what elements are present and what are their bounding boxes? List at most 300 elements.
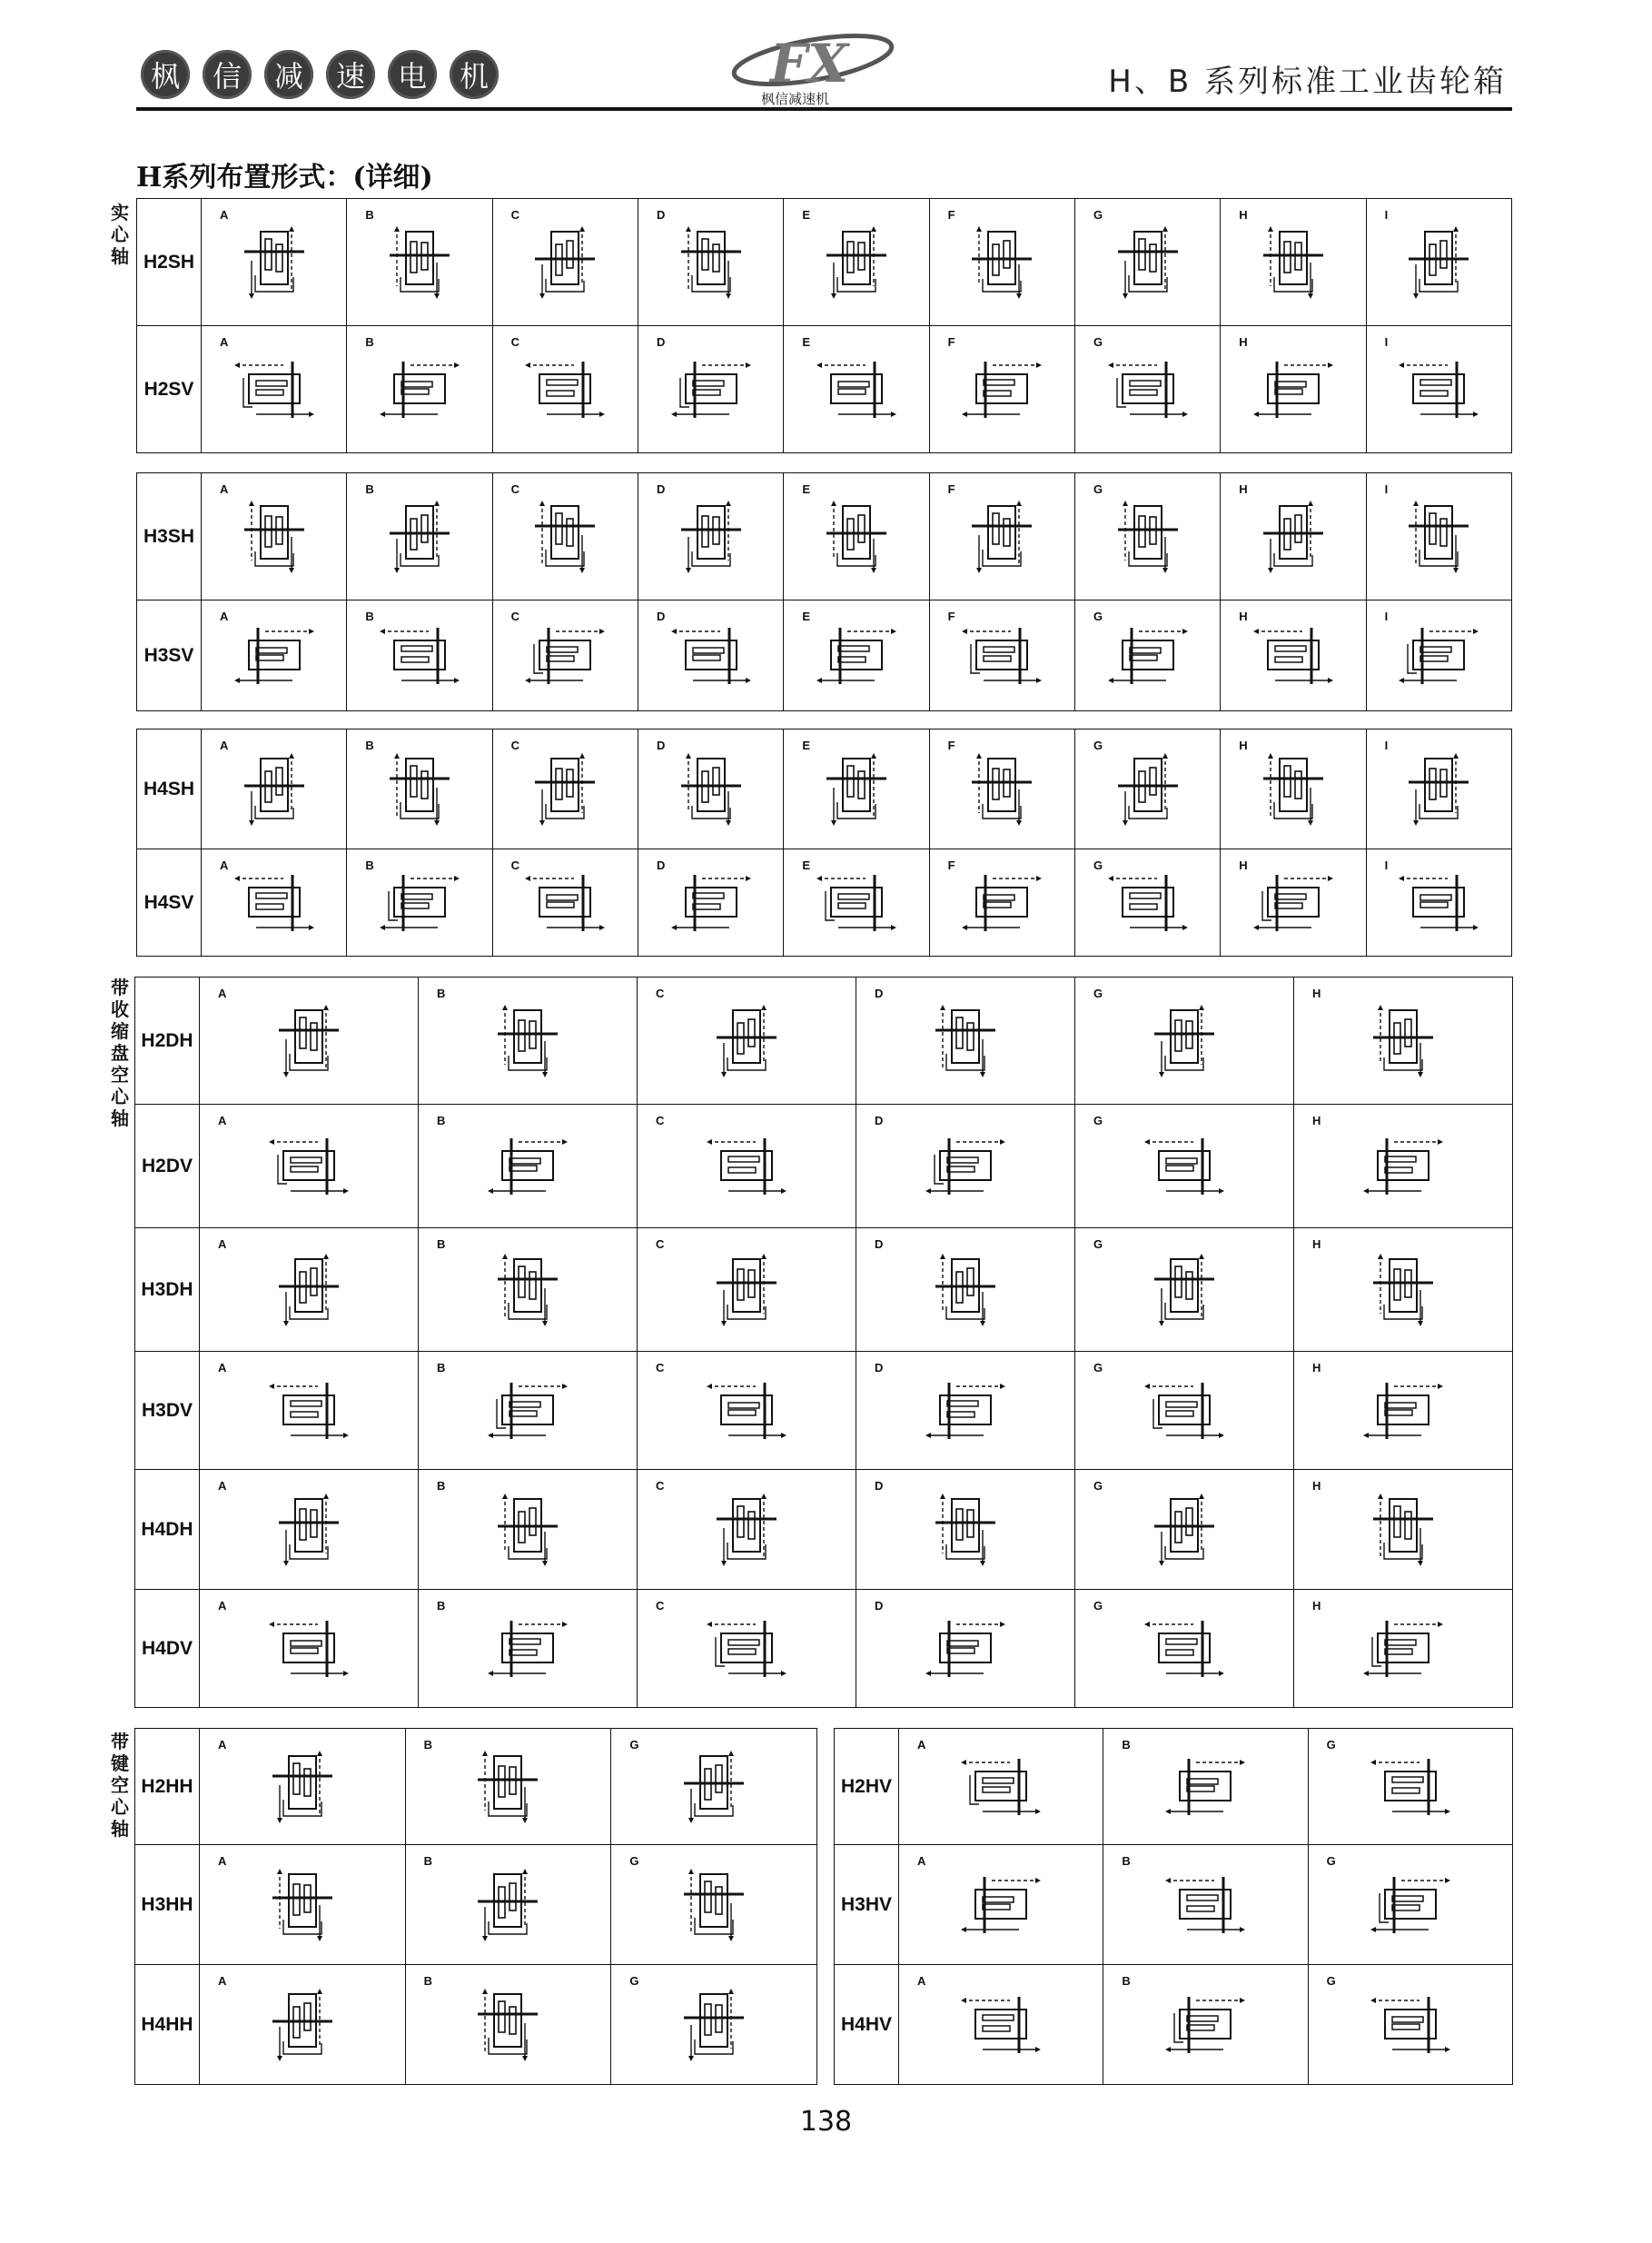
arrangement-diagram bbox=[229, 354, 320, 425]
arrangement-cell bbox=[347, 199, 492, 326]
arrangement-diagram bbox=[229, 868, 320, 938]
arrangement-letter: H bbox=[1312, 1237, 1321, 1251]
arrangement-letter: B bbox=[1122, 1974, 1131, 1988]
side-label-solid: 实心轴 bbox=[111, 202, 129, 267]
arrangement-diagram bbox=[701, 1131, 792, 1202]
arrangement-diagram bbox=[1254, 499, 1332, 575]
arrangement-cell bbox=[1074, 199, 1220, 326]
arrangement-cell bbox=[202, 849, 347, 957]
arrangement-letter: G bbox=[1093, 987, 1103, 1000]
arrangement-letter: I bbox=[1384, 739, 1389, 752]
table-row bbox=[137, 600, 1512, 711]
arrangement-letter: G bbox=[1093, 1237, 1103, 1251]
arrangement-diagram bbox=[811, 620, 902, 691]
arrangement-diagram bbox=[263, 1749, 341, 1825]
arrangement-letter: H bbox=[1239, 208, 1248, 222]
arrangement-letter: E bbox=[802, 858, 810, 872]
arrangement-diagram bbox=[1393, 868, 1484, 938]
arrangement-diagram bbox=[1400, 224, 1478, 301]
arrangement-cell bbox=[784, 473, 929, 600]
arrangement-cell bbox=[1221, 849, 1366, 957]
arrangement-diagram bbox=[229, 620, 320, 691]
arrangement-letter: A bbox=[220, 335, 229, 349]
arrangement-diagram bbox=[489, 1492, 567, 1568]
arrangement-diagram bbox=[469, 1867, 547, 1943]
arrangement-diagram bbox=[926, 1492, 1004, 1568]
arrangement-cell bbox=[1075, 1470, 1294, 1590]
arrangement-cell bbox=[492, 199, 638, 326]
arrangement-diagram bbox=[263, 1613, 354, 1684]
arrangement-letter: A bbox=[218, 987, 227, 1000]
page-number: 138 bbox=[799, 2106, 853, 2138]
arrangement-diagram bbox=[1109, 751, 1187, 828]
arrangement-cell bbox=[200, 1590, 419, 1708]
arrangement-diagram bbox=[263, 1867, 341, 1943]
arrangement-letter: B bbox=[437, 1237, 446, 1251]
arrangement-letter: C bbox=[510, 610, 520, 623]
arrangement-cell bbox=[638, 199, 783, 326]
table-row bbox=[135, 1590, 1513, 1708]
arrangement-cell bbox=[1221, 199, 1366, 326]
arrangement-cell bbox=[202, 729, 347, 849]
arrangement-letter: E bbox=[802, 739, 810, 752]
arrangement-diagram bbox=[707, 1252, 786, 1328]
arrangement-diagram bbox=[1364, 1492, 1442, 1568]
logo-text: FX bbox=[770, 33, 849, 94]
arrangement-diagram bbox=[672, 499, 750, 575]
keyed-horizontal-table bbox=[134, 1728, 817, 2085]
arrangement-letter: F bbox=[947, 208, 955, 222]
arrangement-cell bbox=[899, 1845, 1103, 1965]
arrangement-diagram bbox=[263, 1987, 341, 2063]
arrangement-diagram bbox=[270, 1003, 348, 1079]
arrangement-letter: H bbox=[1312, 1599, 1321, 1613]
arrangement-cell bbox=[929, 199, 1074, 326]
arrangement-letter: A bbox=[220, 208, 229, 222]
arrangement-diagram bbox=[666, 620, 757, 691]
arrangement-diagram bbox=[1145, 1492, 1223, 1568]
arrangement-diagram bbox=[1364, 1252, 1442, 1328]
arrangement-letter: G bbox=[1093, 1479, 1103, 1493]
arrangement-diagram bbox=[817, 751, 895, 828]
arrangement-letter: G bbox=[1093, 482, 1103, 496]
arrangement-diagram bbox=[526, 499, 604, 575]
arrangement-diagram bbox=[263, 1131, 354, 1202]
arrangement-diagram bbox=[963, 224, 1041, 301]
row-label: H3HV bbox=[835, 1845, 899, 1965]
arrangement-cell bbox=[1075, 1228, 1294, 1352]
arrangement-letter: B bbox=[437, 1361, 446, 1375]
arrangement-cell bbox=[929, 326, 1074, 453]
header-badge: 机 bbox=[450, 50, 499, 99]
side-label-shrink: 带收缩盘空心轴 bbox=[111, 977, 129, 1129]
row-label: H2SV bbox=[137, 326, 202, 453]
arrangement-letter: G bbox=[629, 1974, 639, 1988]
arrangement-cell bbox=[1366, 729, 1511, 849]
logo-subtitle: 枫信减速机 bbox=[761, 91, 830, 107]
arrangement-diagram bbox=[1254, 751, 1332, 828]
arrangement-letter: D bbox=[875, 1237, 884, 1251]
arrangement-cell bbox=[419, 1352, 638, 1470]
row-label: H4DH bbox=[135, 1470, 200, 1590]
arrangement-cell bbox=[347, 849, 492, 957]
arrangement-table bbox=[134, 977, 1513, 1708]
arrangement-cell bbox=[856, 1590, 1075, 1708]
arrangement-cell bbox=[492, 729, 638, 849]
row-label: H4SH bbox=[137, 729, 202, 849]
arrangement-diagram bbox=[1365, 1870, 1456, 1940]
arrangement-table bbox=[136, 472, 1512, 711]
arrangement-letter: G bbox=[629, 1738, 639, 1752]
table-row bbox=[135, 1228, 1513, 1352]
arrangement-letter: D bbox=[656, 335, 666, 349]
arrangement-letter: D bbox=[875, 1479, 884, 1493]
arrangement-diagram bbox=[963, 499, 1041, 575]
arrangement-diagram bbox=[381, 224, 459, 301]
arrangement-cell bbox=[405, 1845, 611, 1965]
arrangement-cell bbox=[929, 729, 1074, 849]
row-label: H4HH bbox=[135, 1965, 200, 2085]
arrangement-cell bbox=[1366, 326, 1511, 453]
row-label: H3SV bbox=[137, 600, 202, 711]
arrangement-cell bbox=[1221, 600, 1366, 711]
arrangement-cell bbox=[638, 600, 783, 711]
arrangement-cell bbox=[784, 326, 929, 453]
arrangement-cell bbox=[1074, 849, 1220, 957]
arrangement-cell bbox=[1221, 729, 1366, 849]
arrangement-diagram bbox=[707, 1003, 786, 1079]
arrangement-diagram bbox=[955, 1870, 1046, 1940]
arrangement-cell bbox=[856, 1228, 1075, 1352]
arrangement-letter: I bbox=[1384, 858, 1389, 872]
arrangement-cell bbox=[784, 199, 929, 326]
arrangement-cell bbox=[405, 1729, 611, 1845]
arrangement-cell bbox=[1294, 1352, 1513, 1470]
arrangement-cell bbox=[638, 1352, 856, 1470]
arrangement-letter: B bbox=[437, 987, 446, 1000]
arrangement-diagram bbox=[1248, 868, 1339, 938]
table-row bbox=[135, 1965, 817, 2085]
arrangement-letter: H bbox=[1239, 335, 1248, 349]
arrangement-cell bbox=[1294, 1105, 1513, 1228]
arrangement-letter: G bbox=[1326, 1738, 1336, 1752]
arrangement-cell bbox=[347, 600, 492, 711]
arrangement-diagram bbox=[1254, 224, 1332, 301]
arrangement-cell bbox=[611, 1965, 817, 2085]
arrangement-letter: C bbox=[656, 1237, 665, 1251]
table-row bbox=[835, 1845, 1513, 1965]
row-label: H4DV bbox=[135, 1590, 200, 1708]
arrangement-letter: C bbox=[656, 1479, 665, 1493]
arrangement-letter: C bbox=[656, 987, 665, 1000]
arrangement-diagram bbox=[1160, 1752, 1251, 1822]
arrangement-letter: G bbox=[1326, 1974, 1336, 1988]
arrangement-letter: D bbox=[875, 1361, 884, 1375]
arrangement-diagram bbox=[956, 868, 1047, 938]
arrangement-cell bbox=[856, 1352, 1075, 1470]
row-label: H3HH bbox=[135, 1845, 200, 1965]
arrangement-cell bbox=[1308, 1845, 1512, 1965]
arrangement-diagram bbox=[1248, 620, 1339, 691]
arrangement-diagram bbox=[482, 1375, 573, 1446]
row-label: H3SH bbox=[137, 473, 202, 600]
header-badge: 减 bbox=[264, 50, 313, 99]
row-label: H4HV bbox=[835, 1965, 899, 2085]
row-label: H2DH bbox=[135, 978, 200, 1105]
arrangement-cell bbox=[200, 1845, 406, 1965]
arrangement-letter: A bbox=[220, 739, 229, 752]
arrangement-letter: E bbox=[802, 482, 810, 496]
arrangement-cell bbox=[200, 978, 419, 1105]
arrangement-letter: A bbox=[220, 482, 229, 496]
arrangement-diagram bbox=[1160, 1990, 1251, 2060]
row-label: H2HV bbox=[835, 1729, 899, 1845]
arrangement-diagram bbox=[381, 751, 459, 828]
arrangement-cell bbox=[202, 600, 347, 711]
arrangement-cell bbox=[1221, 326, 1366, 453]
arrangement-diagram bbox=[1160, 1870, 1251, 1940]
arrangement-letter: G bbox=[1093, 739, 1103, 752]
arrangement-cell bbox=[202, 326, 347, 453]
arrangement-letter: I bbox=[1384, 335, 1389, 349]
arrangement-cell bbox=[784, 849, 929, 957]
arrangement-diagram bbox=[1393, 354, 1484, 425]
arrangement-letter: A bbox=[218, 1479, 227, 1493]
arrangement-letter: B bbox=[1122, 1854, 1131, 1868]
arrangement-letter: F bbox=[947, 335, 955, 349]
arrangement-diagram bbox=[1139, 1131, 1230, 1202]
arrangement-cell bbox=[1308, 1729, 1512, 1845]
arrangement-diagram bbox=[1145, 1003, 1223, 1079]
arrangement-diagram bbox=[707, 1492, 786, 1568]
arrangement-diagram bbox=[1358, 1131, 1449, 1202]
arrangement-cell bbox=[1366, 600, 1511, 711]
arrangement-diagram bbox=[374, 868, 465, 938]
table-row bbox=[135, 1105, 1513, 1228]
arrangement-diagram bbox=[701, 1613, 792, 1684]
arrangement-diagram bbox=[1364, 1003, 1442, 1079]
side-label-keyed: 带键空心轴 bbox=[111, 1731, 129, 1840]
arrangement-diagram bbox=[675, 1867, 753, 1943]
arrangement-diagram bbox=[482, 1131, 573, 1202]
arrangement-letter: A bbox=[220, 858, 229, 872]
header-title: H、B 系列标准工业齿轮箱 bbox=[1108, 64, 1507, 100]
arrangement-letter: H bbox=[1239, 858, 1248, 872]
arrangement-cell bbox=[419, 1105, 638, 1228]
arrangement-diagram bbox=[469, 1987, 547, 2063]
arrangement-cell bbox=[1074, 600, 1220, 711]
arrangement-letter: E bbox=[802, 610, 810, 623]
arrangement-letter: D bbox=[656, 739, 666, 752]
arrangement-cell bbox=[1366, 199, 1511, 326]
arrangement-letter: C bbox=[510, 858, 520, 872]
arrangement-letter: D bbox=[656, 482, 666, 496]
arrangement-letter: D bbox=[875, 987, 884, 1000]
page-title: H系列布置形式：(详细) bbox=[136, 162, 433, 194]
arrangement-letter: A bbox=[917, 1974, 926, 1988]
arrangement-diagram bbox=[811, 354, 902, 425]
arrangement-diagram bbox=[526, 224, 604, 301]
arrangement-diagram bbox=[920, 1131, 1011, 1202]
arrangement-diagram bbox=[482, 1613, 573, 1684]
table-row bbox=[137, 199, 1512, 326]
arrangement-cell bbox=[347, 326, 492, 453]
arrangement-cell bbox=[611, 1729, 817, 1845]
arrangement-diagram bbox=[489, 1252, 567, 1328]
arrangement-cell bbox=[419, 1590, 638, 1708]
arrangement-letter: B bbox=[365, 858, 374, 872]
arrangement-table bbox=[136, 729, 1512, 957]
arrangement-cell bbox=[492, 326, 638, 453]
arrangement-letter: B bbox=[365, 610, 374, 623]
arrangement-letter: D bbox=[875, 1114, 884, 1127]
arrangement-cell bbox=[1074, 473, 1220, 600]
arrangement-cell bbox=[492, 600, 638, 711]
arrangement-cell bbox=[1366, 849, 1511, 957]
arrangement-letter: B bbox=[437, 1599, 446, 1613]
arrangement-cell bbox=[1221, 473, 1366, 600]
arrangement-cell bbox=[1294, 1228, 1513, 1352]
arrangement-diagram bbox=[955, 1752, 1046, 1822]
arrangement-diagram bbox=[675, 1987, 753, 2063]
arrangement-letter: H bbox=[1312, 1479, 1321, 1493]
arrangement-letter: F bbox=[947, 610, 955, 623]
arrangement-diagram bbox=[270, 1492, 348, 1568]
arrangement-letter: I bbox=[1384, 208, 1389, 222]
row-label: H3DV bbox=[135, 1352, 200, 1470]
arrangement-letter: A bbox=[218, 1738, 227, 1752]
arrangement-cell bbox=[492, 473, 638, 600]
arrangement-letter: C bbox=[656, 1361, 665, 1375]
arrangement-diagram bbox=[489, 1003, 567, 1079]
table-row bbox=[835, 1729, 1513, 1845]
arrangement-letter: B bbox=[437, 1479, 446, 1493]
row-label: H3DH bbox=[135, 1228, 200, 1352]
header-badge: 信 bbox=[203, 50, 252, 99]
arrangement-letter: C bbox=[656, 1599, 665, 1613]
row-label: H2SH bbox=[137, 199, 202, 326]
arrangement-cell bbox=[638, 978, 856, 1105]
arrangement-diagram bbox=[956, 354, 1047, 425]
arrangement-cell bbox=[492, 849, 638, 957]
arrangement-letter: C bbox=[510, 335, 520, 349]
arrangement-cell bbox=[1074, 326, 1220, 453]
arrangement-diagram bbox=[235, 751, 313, 828]
arrangement-cell bbox=[1074, 729, 1220, 849]
arrangement-cell bbox=[202, 473, 347, 600]
arrangement-diagram bbox=[675, 1749, 753, 1825]
arrangement-cell bbox=[1366, 473, 1511, 600]
table-row bbox=[135, 1470, 1513, 1590]
arrangement-letter: G bbox=[1093, 858, 1103, 872]
arrangement-letter: B bbox=[365, 482, 374, 496]
arrangement-letter: H bbox=[1312, 1114, 1321, 1127]
table-row bbox=[135, 1845, 817, 1965]
arrangement-diagram bbox=[1365, 1752, 1456, 1822]
arrangement-diagram bbox=[519, 868, 610, 938]
arrangement-cell bbox=[347, 473, 492, 600]
arrangement-cell bbox=[1103, 1729, 1308, 1845]
arrangement-letter: B bbox=[365, 335, 374, 349]
arrangement-letter: I bbox=[1384, 482, 1389, 496]
arrangement-diagram bbox=[270, 1252, 348, 1328]
arrangement-letter: H bbox=[1239, 482, 1248, 496]
arrangement-diagram bbox=[1400, 499, 1478, 575]
arrangement-diagram bbox=[1103, 620, 1193, 691]
arrangement-letter: C bbox=[510, 208, 520, 222]
arrangement-letter: B bbox=[437, 1114, 446, 1127]
arrangement-diagram bbox=[381, 499, 459, 575]
arrangement-letter: B bbox=[423, 1974, 433, 1988]
arrangement-letter: B bbox=[423, 1854, 433, 1868]
arrangement-letter: I bbox=[1384, 610, 1389, 623]
arrangement-diagram bbox=[817, 499, 895, 575]
arrangement-cell bbox=[200, 1352, 419, 1470]
arrangement-cell bbox=[200, 1965, 406, 2085]
arrangement-diagram bbox=[1365, 1990, 1456, 2060]
arrangement-letter: F bbox=[947, 858, 955, 872]
arrangement-letter: H bbox=[1239, 610, 1248, 623]
arrangement-letter: H bbox=[1239, 739, 1248, 752]
arrangement-cell bbox=[611, 1845, 817, 1965]
header-badge: 速 bbox=[326, 50, 375, 99]
arrangement-letter: C bbox=[510, 739, 520, 752]
arrangement-cell bbox=[638, 1470, 856, 1590]
arrangement-letter: D bbox=[656, 208, 666, 222]
arrangement-cell bbox=[784, 600, 929, 711]
arrangement-cell bbox=[929, 600, 1074, 711]
arrangement-diagram bbox=[519, 620, 610, 691]
arrangement-diagram bbox=[1103, 868, 1193, 938]
arrangement-cell bbox=[1075, 1590, 1294, 1708]
arrangement-letter: F bbox=[947, 739, 955, 752]
arrangement-letter: G bbox=[1326, 1854, 1336, 1868]
arrangement-cell bbox=[784, 729, 929, 849]
arrangement-cell bbox=[1294, 1590, 1513, 1708]
arrangement-cell bbox=[638, 849, 783, 957]
arrangement-letter: G bbox=[1093, 1599, 1103, 1613]
arrangement-diagram bbox=[920, 1375, 1011, 1446]
table-row bbox=[135, 978, 1513, 1105]
header-badge: 枫 bbox=[141, 50, 190, 99]
arrangement-letter: G bbox=[1093, 1114, 1103, 1127]
arrangement-cell bbox=[856, 1470, 1075, 1590]
arrangement-cell bbox=[638, 1105, 856, 1228]
arrangement-diagram bbox=[1145, 1252, 1223, 1328]
arrangement-letter: A bbox=[218, 1237, 227, 1251]
arrangement-diagram bbox=[666, 354, 757, 425]
header-badges bbox=[141, 50, 499, 99]
arrangement-diagram bbox=[1109, 499, 1187, 575]
arrangement-letter: G bbox=[1093, 208, 1103, 222]
arrangement-diagram bbox=[1248, 354, 1339, 425]
arrangement-letter: D bbox=[656, 858, 666, 872]
arrangement-cell bbox=[638, 1228, 856, 1352]
arrangement-letter: B bbox=[423, 1738, 433, 1752]
arrangement-cell bbox=[899, 1965, 1103, 2085]
arrangement-diagram bbox=[374, 354, 465, 425]
table-row bbox=[137, 729, 1512, 849]
arrangement-diagram bbox=[1400, 751, 1478, 828]
arrangement-diagram bbox=[519, 354, 610, 425]
arrangement-letter: A bbox=[218, 1599, 227, 1613]
arrangement-diagram bbox=[1103, 354, 1193, 425]
arrangement-cell bbox=[856, 1105, 1075, 1228]
arrangement-diagram bbox=[956, 620, 1047, 691]
arrangement-diagram bbox=[1139, 1613, 1230, 1684]
arrangement-cell bbox=[419, 1228, 638, 1352]
arrangement-cell bbox=[1294, 978, 1513, 1105]
